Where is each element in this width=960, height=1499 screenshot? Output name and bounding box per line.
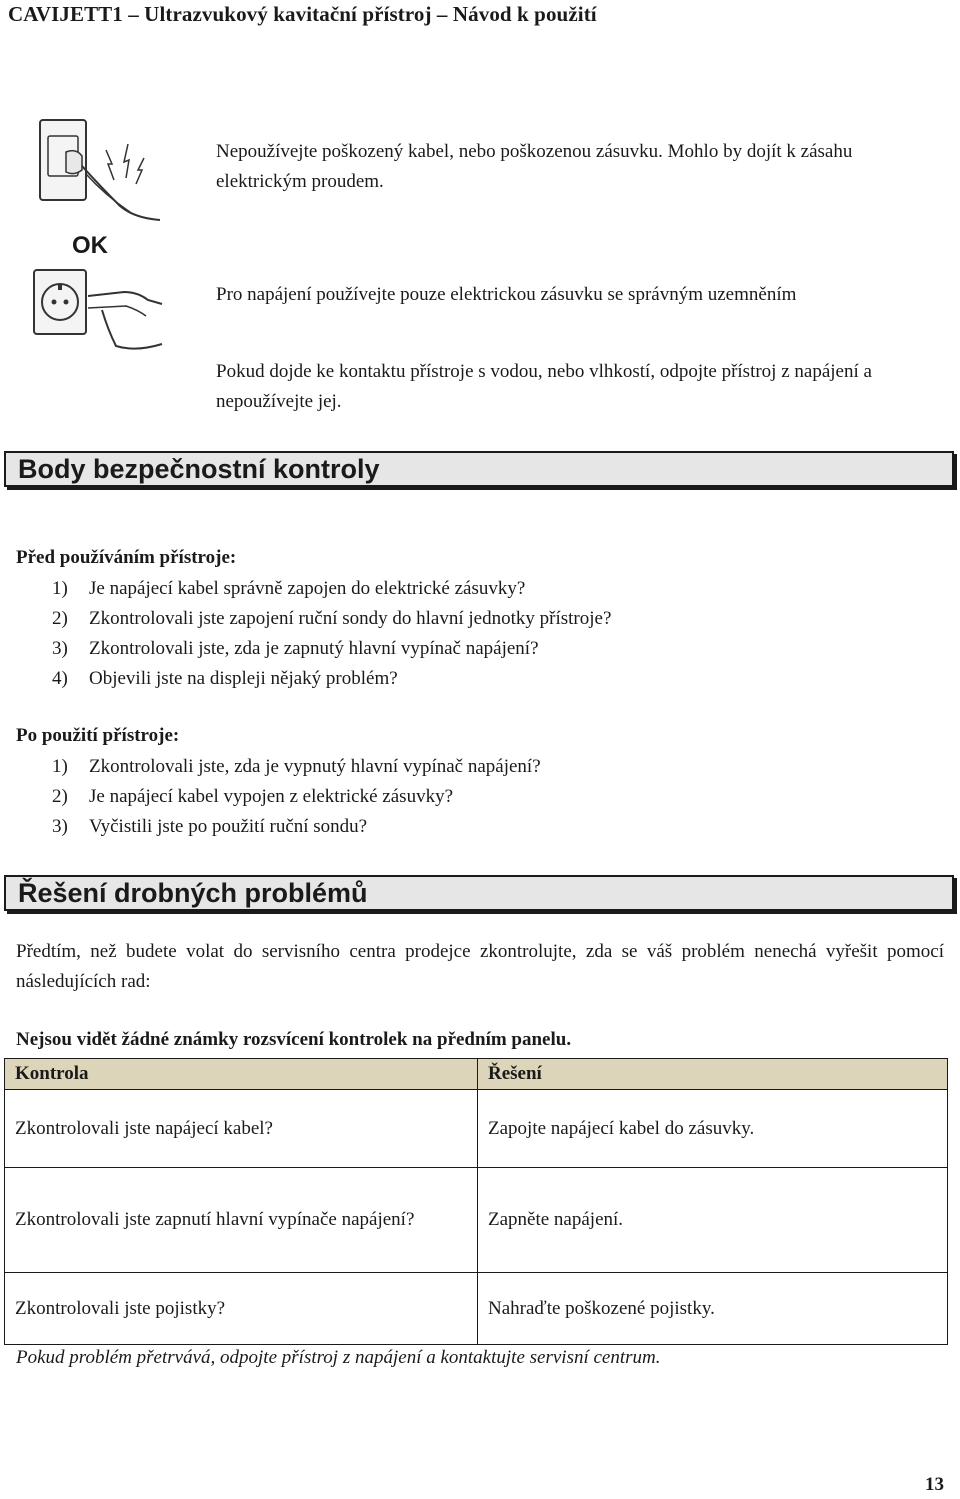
list-item: 1) Je napájecí kabel správně zapojen do elektrické zásuvky? <box>52 578 526 599</box>
column-header-check: Kontrola <box>5 1059 478 1090</box>
table-row <box>5 1168 948 1273</box>
solution-cell: Zapněte napájení. <box>478 1168 948 1273</box>
list-item: 2) Zkontrolovali jste zapojení ruční sondy do hlavní jednotky přístroje? <box>52 608 612 629</box>
document-title: CAVIJETT1 – Ultrazvukový kavitační přístroj – Návod k použití <box>8 2 597 26</box>
column-header-solution: Řešení <box>478 1059 948 1090</box>
list-item: 4) Objevili jste na displeji nějaký problém? <box>52 668 398 689</box>
table-row <box>5 1090 948 1168</box>
troubleshooting-intro: Předtím, než budete volat do servisního centra prodejce zkontrolujte, zda se váš problém nenechá vyřešit pomocí následujících rad: <box>16 941 944 992</box>
before-use-list <box>52 574 611 694</box>
solution-cell: Nahraďte poškozené pojistky. <box>478 1273 948 1345</box>
check-cell: Zkontrolovali jste pojistky? <box>5 1273 478 1345</box>
list-item: 3) Vyčistili jste po použití ruční sondu? <box>52 816 368 837</box>
list-item: 1) Zkontrolovali jste, zda je vypnutý hlavní vypínač napájení? <box>52 756 541 777</box>
grounded-socket-icon <box>30 266 170 356</box>
check-cell: Zkontrolovali jste napájecí kabel? <box>5 1090 478 1168</box>
warning-text: Nepoužívejte poškozený kabel, nebo poškozenou zásuvku. Mohlo by dojít k zásahu elektrickým proudem. <box>216 141 853 192</box>
warning-text: Pokud dojde ke kontaktu přístroje s vodou, nebo vlhkostí, odpojte přístroj z napájení a nepoužívejte jej. <box>216 361 872 412</box>
check-cell: Zkontrolovali jste zapnutí hlavní vypínače napájení? <box>5 1168 478 1273</box>
damaged-socket-icon <box>36 114 166 224</box>
section-heading-troubleshooting: Řešení drobných problémů <box>4 875 954 911</box>
before-use-title: Před používáním přístroje: <box>16 547 237 568</box>
after-use-list <box>52 752 541 842</box>
section-heading-safety: Body bezpečnostní kontroly <box>4 451 954 487</box>
ok-label: OK <box>72 232 108 259</box>
table-row <box>5 1273 948 1345</box>
after-use-title: Po použití přístroje: <box>16 725 180 746</box>
warning-text: Pro napájení používejte pouze elektrickou zásuvku se správným uzemněním <box>216 284 797 305</box>
footer-note: Pokud problém přetrvává, odpojte přístroj z napájení a kontaktujte servisní centrum. <box>16 1347 661 1368</box>
page-number: 13 <box>925 1474 944 1495</box>
problem-title: Nejsou vidět žádné známky rozsvícení kontrolek na předním panelu. <box>16 1029 572 1050</box>
list-item: 3) Zkontrolovali jste, zda je zapnutý hlavní vypínač napájení? <box>52 638 539 659</box>
troubleshooting-table <box>4 1058 948 1345</box>
table-header-row <box>5 1059 948 1090</box>
list-item: 2) Je napájecí kabel vypojen z elektrické zásuvky? <box>52 786 453 807</box>
solution-cell: Zapojte napájecí kabel do zásuvky. <box>478 1090 948 1168</box>
